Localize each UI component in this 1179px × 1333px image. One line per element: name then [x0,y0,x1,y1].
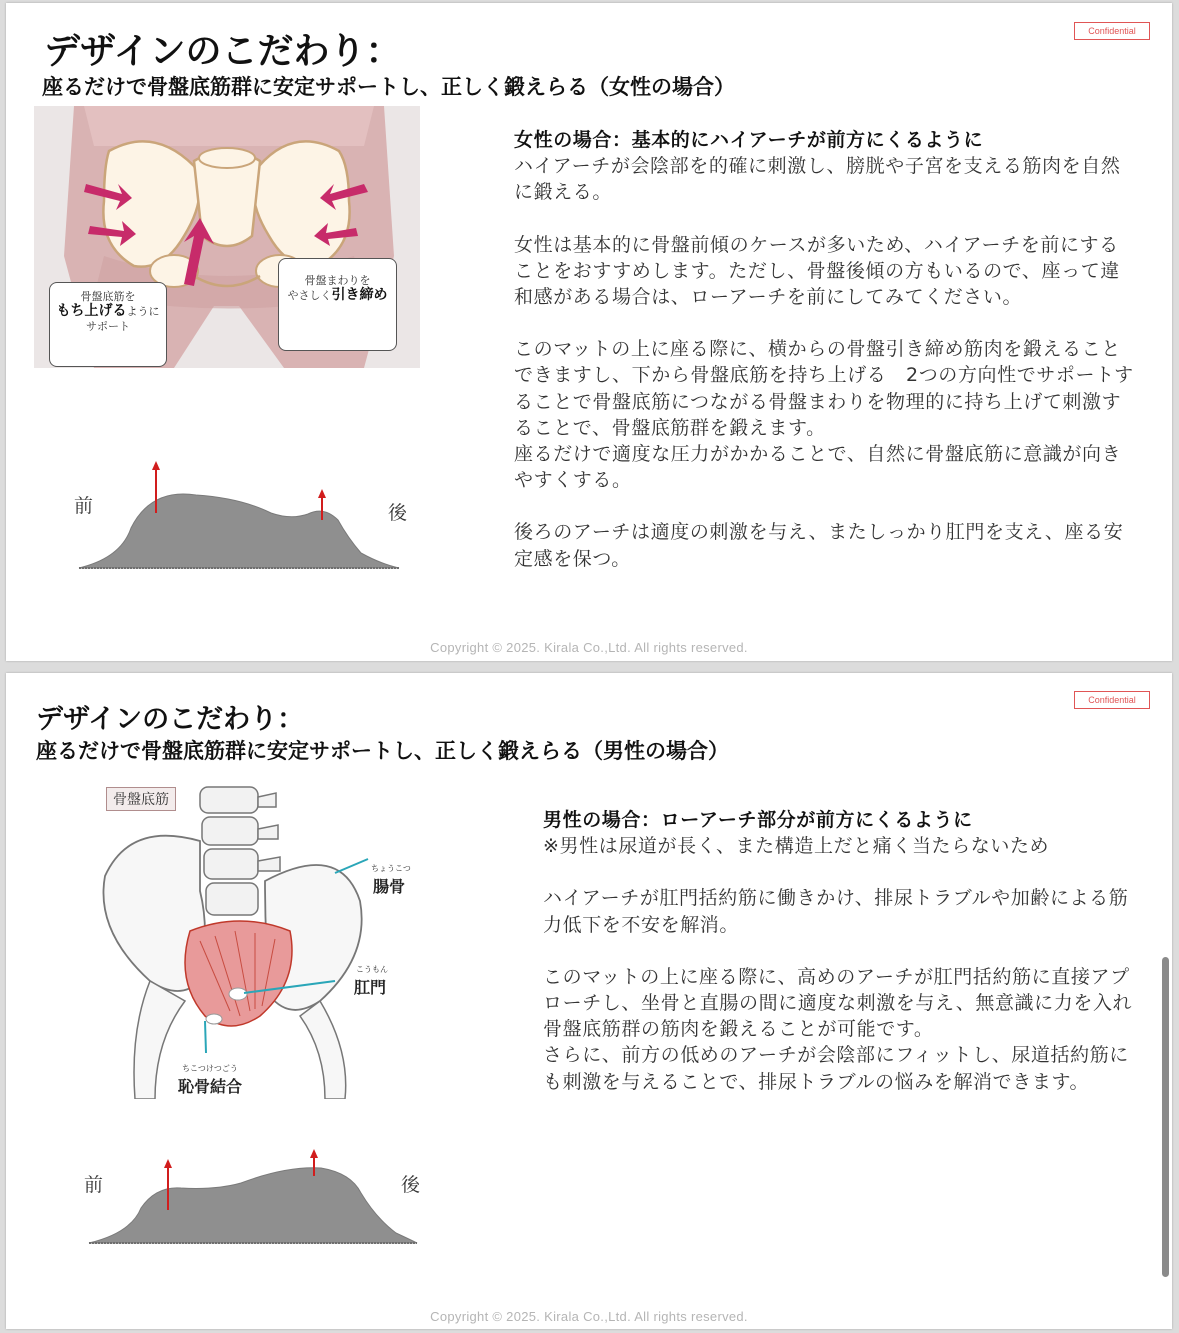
paragraph-1: ハイアーチが会陰部を的確に刺激し、膀胱や子宮を支える筋肉を自然に鍛える。 [514,155,1121,204]
callout-tighten: 骨盤まわりを やさしく引き締め [278,258,397,351]
paragraph-3: このマットの上に座る際に、横からの骨盤引き締め筋肉を鍛えることできますし、下から骨盤底筋を持ち上げる 2つの方向性でサポートすることで骨盤底筋につながる骨盤まわりを物理的に持ち上げて刺激することで、骨盤底筋群を鍛えます。 [514,338,1134,439]
vertical-scrollbar[interactable] [1162,957,1169,1277]
copyright: Copyright © 2025. Kirala Co.,Ltd. All rights reserved. [430,640,748,655]
slide-subtitle: 座るだけで骨盤底筋群に安定サポートし、正しく鍛えらる（男性の場合） [36,739,729,763]
ilium-ruby: ちょうこつ [371,864,411,873]
paragraph-2b: さらに、前方の低めのアーチが会陰部にフィットし、尿道括約筋にも刺激を与えることで、排尿トラブルの悩みを解消できます。 [543,1044,1129,1093]
paragraph-4: 後ろのアーチは適度の刺激を与え、またしっかり肛門を支え、座る安定感を保つ。 [514,521,1124,570]
copyright: Copyright © 2025. Kirala Co.,Ltd. All rights reserved. [430,1309,748,1324]
pelvic-floor-illustration [90,781,420,1099]
description-female [514,127,1134,572]
ilium-label: 腸骨 [373,877,406,896]
confidential-badge: Confidential [1074,22,1150,40]
slide-female [6,3,1172,661]
slide-subtitle: 座るだけで骨盤底筋群に安定サポートし、正しく鍛えらる（女性の場合） [42,75,735,99]
description-male [543,807,1143,1095]
paragraph-3b: 座るだけで適度な圧力がかかることで、自然に骨盤底筋に意識が向きやすくする。 [514,443,1122,492]
cushion-back-label: 後 [388,502,408,524]
symphysis-ruby: ちこつけつごう [182,1064,238,1073]
section-heading: 女性の場合：基本的にハイアーチが前方にくるように [514,129,984,151]
paragraph-2: このマットの上に座る際に、高めのアーチが肛門括約筋に直接アプローチし、坐骨と直腸の間に適度な刺激を与え、無意識に力を入れ骨盤底筋群の筋肉を鍛えることが可能です。 [543,965,1133,1041]
confidential-badge: Confidential [1074,691,1150,709]
cushion-front-label: 前 [74,495,94,517]
callout-lift-support: 骨盤底筋を もち上げるように サポート [49,282,167,367]
paragraph-2: 女性は基本的に骨盤前傾のケースが多いため、ハイアーチを前にすることをおすすめします。ただし、骨盤後傾の方もいるので、座って違和感がある場合は、ローアーチを前にしてみてください。 [514,233,1120,309]
note: ※男性は尿道が長く、また構造上だと痛く当たらないため [543,835,1050,858]
cushion-back-label: 後 [401,1174,421,1196]
symphysis-label: 恥骨結合 [178,1077,243,1096]
cushion-front-label: 前 [84,1174,104,1196]
pelvic-floor-graphic [90,781,420,1099]
slide-male [6,673,1172,1329]
paragraph-1: ハイアーチが肛門括約筋に働きかけ、排尿トラブルや加齢による筋力低下を不安を解消。 [543,887,1129,936]
pelvic-floor-tag: 骨盤底筋 [106,787,176,811]
cushion-profile-male [86,1148,420,1253]
section-heading: 男性の場合：ローアーチ部分が前方にくるように [543,809,973,831]
cushion-profile-female [76,458,402,578]
anus-ruby: こうもん [356,965,388,974]
slide-title: デザインのこだわり： [36,704,305,735]
slide-title: デザインのこだわり： [44,31,402,72]
anus-label: 肛門 [354,978,387,997]
pelvis-illustration [34,106,420,368]
